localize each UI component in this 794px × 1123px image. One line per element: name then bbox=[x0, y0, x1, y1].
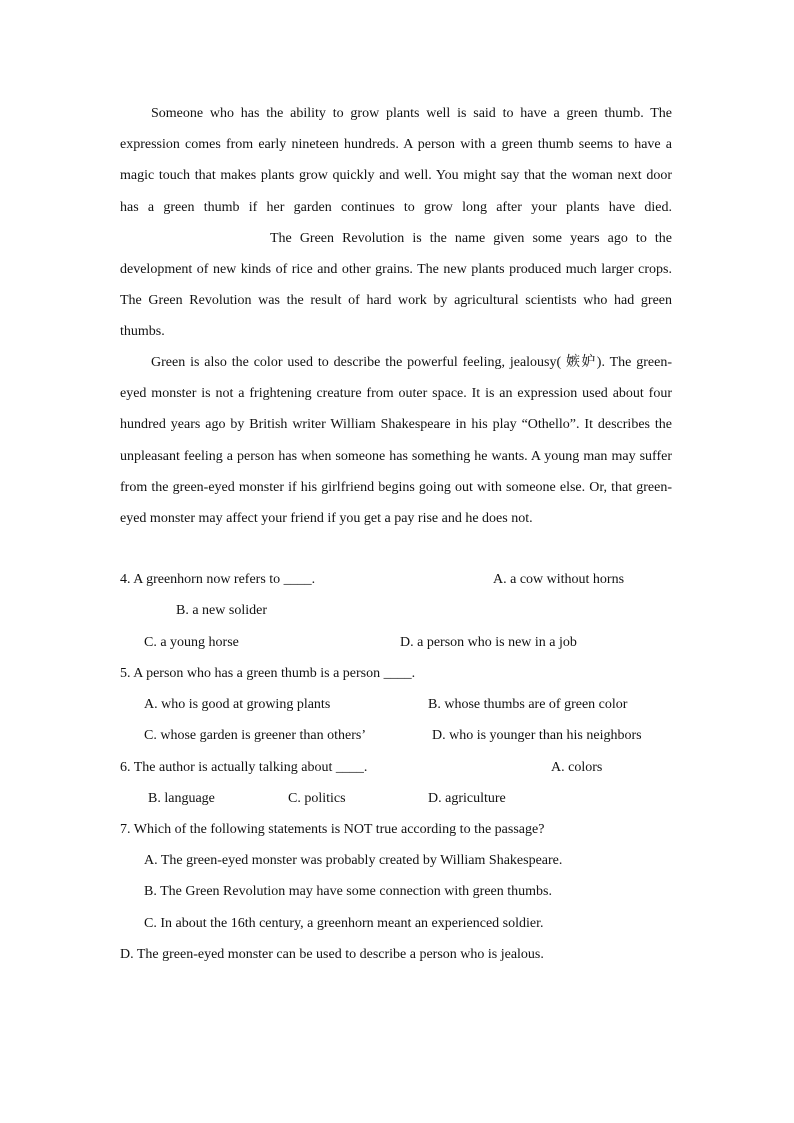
question-4-option-c: C. a young horse bbox=[144, 635, 239, 650]
question-6-option-b: B. language bbox=[148, 791, 215, 806]
question-6-option-a: A. colors bbox=[551, 760, 603, 775]
question-5-option-d: D. who is younger than his neighbors bbox=[432, 728, 642, 743]
question-7-option-b: B. The Green Revolution may have some connection with green thumbs. bbox=[144, 884, 552, 899]
question-4-option-b: B. a new solider bbox=[176, 603, 267, 618]
question-4-option-a: A. a cow without horns bbox=[493, 572, 625, 587]
paragraph-1-part-b: The Green Revolution is the name given some years ago to the development of new kinds of rice and other grains. The new plants produced much larger crops. The Green Revolution was the result of hard work by agricultural scientists who had green thumbs. bbox=[120, 230, 672, 340]
paragraph-1-part-a: Someone who has the ability to grow plants well is said to have a green thumb. The expression comes from early nineteen hundreds. A person with a green thumb seems to have a magic touch that makes plants grow quickly and well. You might say that the woman next door has a green thumb if her garden continues to grow long after your plants have died. bbox=[120, 106, 672, 215]
question-4-option-d: D. a person who is new in a job bbox=[400, 635, 577, 650]
question-5-option-b: B. whose thumbs are of green color bbox=[428, 697, 628, 712]
question-5-stem: 5. A person who has a green thumb is a person ____. bbox=[120, 666, 416, 681]
passage-paragraph-1 bbox=[120, 98, 672, 348]
question-7-stem: 7. Which of the following statements is NOT true according to the passage? bbox=[120, 822, 545, 837]
question-7-option-c: C. In about the 16th century, a greenhorn meant an experienced soldier. bbox=[144, 916, 544, 931]
question-5-option-a: A. who is good at growing plants bbox=[144, 697, 331, 712]
question-6-option-c: C. politics bbox=[288, 791, 346, 806]
question-6-option-d: D. agriculture bbox=[428, 791, 506, 806]
question-4-stem: 4. A greenhorn now refers to ____. bbox=[120, 572, 316, 587]
question-7-option-d: D. The green-eyed monster can be used to describe a person who is jealous. bbox=[120, 947, 544, 962]
question-7-option-a: A. The green-eyed monster was probably created by William Shakespeare. bbox=[144, 853, 563, 868]
question-6-stem: 6. The author is actually talking about ____. bbox=[120, 760, 368, 775]
question-5-option-c: C. whose garden is greener than others’ bbox=[144, 728, 366, 743]
passage-paragraph-2: Green is also the color used to describe the powerful feeling, jealousy( 嫉妒). The green-eyed monster is not a frightening creature from outer space. It is an expression used about four hundred years ago by British writer William Shakespeare in his play “Othello”. It describes the unpleasant feeling a person has when someone has something he wants. A young man may suffer from the green-eyed monster if his girlfriend begins going out with someone else. Or, that green-eyed monster may affect your friend if you get a pay rise and he does not. bbox=[120, 355, 672, 527]
